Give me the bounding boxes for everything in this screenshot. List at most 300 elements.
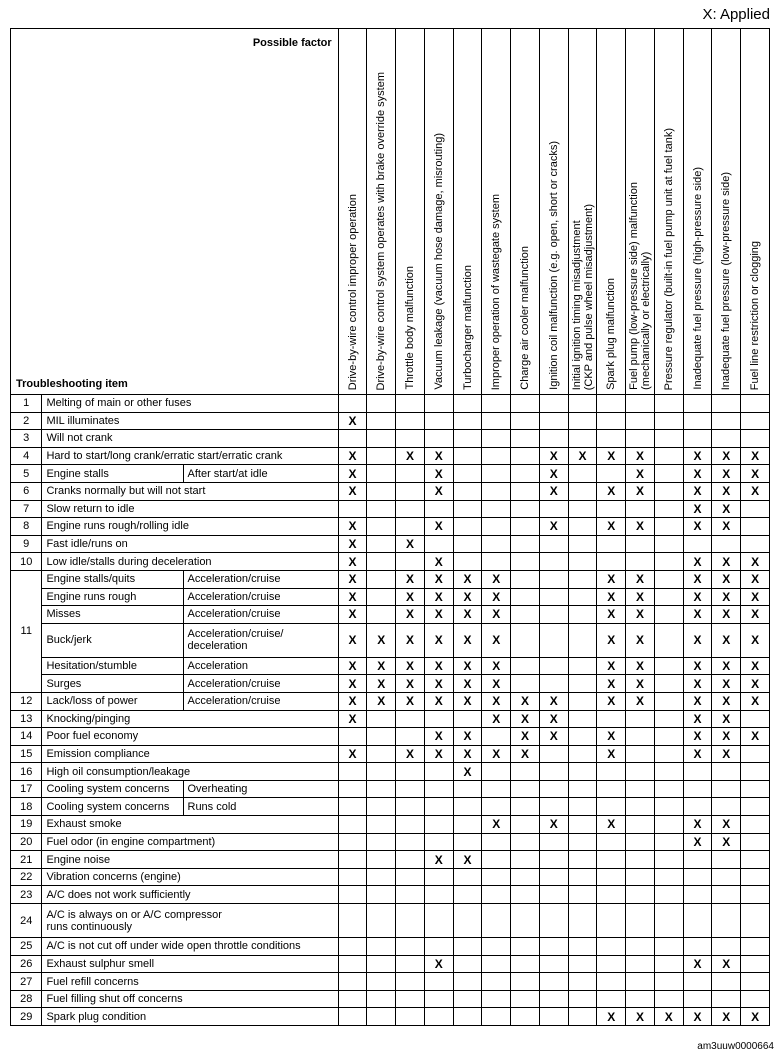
applied-mark bbox=[396, 395, 425, 413]
applied-mark bbox=[453, 412, 482, 430]
applied-mark bbox=[568, 990, 597, 1008]
factor-label: Drive-by-wire control system operates with brake override system bbox=[375, 71, 388, 390]
row-number: 29 bbox=[11, 1008, 42, 1026]
applied-mark: X bbox=[683, 692, 712, 710]
applied-mark bbox=[741, 973, 770, 991]
applied-mark: X bbox=[338, 710, 367, 728]
applied-mark bbox=[539, 745, 568, 763]
table-row bbox=[11, 412, 770, 430]
applied-mark bbox=[482, 990, 511, 1008]
applied-mark bbox=[511, 868, 540, 886]
applied-mark bbox=[626, 553, 655, 571]
applied-mark bbox=[367, 500, 396, 518]
troubleshooting-table bbox=[10, 28, 770, 1026]
applied-mark bbox=[568, 675, 597, 693]
applied-mark: X bbox=[683, 447, 712, 465]
applied-mark bbox=[367, 447, 396, 465]
applied-mark bbox=[539, 1008, 568, 1026]
applied-mark: X bbox=[338, 570, 367, 588]
applied-mark bbox=[568, 728, 597, 746]
applied-mark: X bbox=[453, 763, 482, 781]
applied-mark: X bbox=[338, 657, 367, 675]
applied-mark: X bbox=[338, 692, 367, 710]
row-number: 16 bbox=[11, 763, 42, 781]
applied-mark bbox=[338, 904, 367, 938]
troubleshooting-item: MIL illuminates bbox=[42, 412, 338, 430]
applied-mark: X bbox=[597, 816, 626, 834]
applied-mark bbox=[654, 482, 683, 500]
applied-mark bbox=[741, 868, 770, 886]
applied-mark: X bbox=[482, 692, 511, 710]
applied-mark bbox=[453, 465, 482, 483]
table-row bbox=[11, 816, 770, 834]
applied-mark bbox=[712, 430, 741, 448]
applied-mark bbox=[568, 904, 597, 938]
applied-mark bbox=[482, 886, 511, 904]
condition: Acceleration bbox=[183, 657, 338, 675]
applied-mark bbox=[396, 886, 425, 904]
applied-mark bbox=[741, 886, 770, 904]
troubleshooting-item: Fuel odor (in engine compartment) bbox=[42, 833, 338, 851]
table-row bbox=[11, 745, 770, 763]
row-number: 13 bbox=[11, 710, 42, 728]
applied-mark: X bbox=[453, 657, 482, 675]
applied-mark bbox=[654, 990, 683, 1008]
row-number: 2 bbox=[11, 412, 42, 430]
table-row bbox=[11, 657, 770, 675]
applied-mark bbox=[597, 763, 626, 781]
applied-mark: X bbox=[712, 553, 741, 571]
troubleshooting-item: Vibration concerns (engine) bbox=[42, 868, 338, 886]
applied-mark bbox=[367, 430, 396, 448]
table-row bbox=[11, 990, 770, 1008]
applied-mark bbox=[367, 833, 396, 851]
applied-mark: X bbox=[482, 816, 511, 834]
table-row bbox=[11, 553, 770, 571]
applied-mark bbox=[453, 780, 482, 798]
applied-mark bbox=[597, 465, 626, 483]
applied-mark bbox=[396, 763, 425, 781]
applied-mark: X bbox=[424, 955, 453, 973]
table-row bbox=[11, 692, 770, 710]
factor-label: Charge air cooler malfunction bbox=[519, 246, 532, 390]
applied-mark bbox=[396, 833, 425, 851]
condition: Acceleration/cruise/ deceleration bbox=[183, 623, 338, 657]
applied-mark bbox=[741, 938, 770, 956]
factor-header bbox=[568, 29, 597, 395]
applied-mark bbox=[453, 482, 482, 500]
applied-mark bbox=[424, 780, 453, 798]
applied-mark bbox=[712, 868, 741, 886]
applied-mark bbox=[654, 553, 683, 571]
applied-mark bbox=[741, 430, 770, 448]
factor-label: Turbocharger malfunction bbox=[461, 265, 474, 390]
applied-mark bbox=[626, 430, 655, 448]
applied-mark bbox=[539, 588, 568, 606]
applied-mark bbox=[453, 553, 482, 571]
applied-mark bbox=[338, 1008, 367, 1026]
factor-label: Fuel line restriction or clogging bbox=[749, 240, 762, 390]
applied-mark bbox=[654, 868, 683, 886]
factor-header bbox=[654, 29, 683, 395]
applied-mark: X bbox=[453, 728, 482, 746]
applied-mark: X bbox=[539, 518, 568, 536]
applied-mark bbox=[626, 780, 655, 798]
applied-mark: X bbox=[482, 623, 511, 657]
applied-mark bbox=[712, 886, 741, 904]
applied-mark: X bbox=[338, 745, 367, 763]
applied-mark bbox=[597, 780, 626, 798]
applied-mark bbox=[338, 763, 367, 781]
applied-mark: X bbox=[424, 553, 453, 571]
applied-mark: X bbox=[683, 588, 712, 606]
troubleshooting-item: Engine runs rough/rolling idle bbox=[42, 518, 338, 536]
applied-mark: X bbox=[539, 692, 568, 710]
applied-mark bbox=[539, 412, 568, 430]
applied-mark: X bbox=[367, 675, 396, 693]
applied-mark bbox=[367, 395, 396, 413]
applied-mark bbox=[482, 973, 511, 991]
applied-mark bbox=[539, 553, 568, 571]
applied-mark: X bbox=[367, 692, 396, 710]
troubleshooting-item: Lack/loss of power bbox=[42, 692, 183, 710]
applied-mark bbox=[568, 482, 597, 500]
applied-mark: X bbox=[453, 606, 482, 624]
applied-mark: X bbox=[741, 675, 770, 693]
applied-mark bbox=[683, 412, 712, 430]
applied-mark: X bbox=[741, 465, 770, 483]
applied-mark bbox=[654, 518, 683, 536]
troubleshooting-item: Cranks normally but will not start bbox=[42, 482, 338, 500]
applied-mark bbox=[367, 851, 396, 869]
factor-header bbox=[424, 29, 453, 395]
applied-mark bbox=[424, 535, 453, 553]
applied-mark: X bbox=[453, 588, 482, 606]
applied-mark bbox=[482, 518, 511, 536]
applied-mark bbox=[338, 851, 367, 869]
applied-mark bbox=[683, 868, 712, 886]
applied-mark bbox=[712, 851, 741, 869]
applied-mark bbox=[511, 518, 540, 536]
applied-mark bbox=[539, 955, 568, 973]
applied-mark bbox=[597, 535, 626, 553]
applied-mark bbox=[568, 535, 597, 553]
factor-label: Spark plug malfunction bbox=[605, 278, 618, 390]
applied-mark bbox=[654, 710, 683, 728]
applied-mark bbox=[654, 886, 683, 904]
applied-mark: X bbox=[741, 606, 770, 624]
applied-mark bbox=[741, 763, 770, 781]
applied-mark bbox=[654, 395, 683, 413]
table-row bbox=[11, 1008, 770, 1026]
applied-mark: X bbox=[453, 745, 482, 763]
applied-mark bbox=[424, 500, 453, 518]
applied-mark bbox=[741, 500, 770, 518]
applied-mark bbox=[683, 780, 712, 798]
applied-mark bbox=[741, 798, 770, 816]
applied-mark: X bbox=[741, 570, 770, 588]
applied-mark bbox=[453, 535, 482, 553]
factor-label: Pressure regulator (built-in fuel pump unit at fuel tank) bbox=[662, 127, 675, 390]
applied-mark bbox=[568, 973, 597, 991]
applied-mark bbox=[568, 465, 597, 483]
applied-mark: X bbox=[741, 447, 770, 465]
table-row bbox=[11, 675, 770, 693]
applied-mark bbox=[453, 430, 482, 448]
legend: X: Applied bbox=[702, 6, 770, 23]
applied-mark bbox=[511, 904, 540, 938]
applied-mark bbox=[511, 500, 540, 518]
applied-mark bbox=[482, 1008, 511, 1026]
applied-mark: X bbox=[683, 570, 712, 588]
applied-mark bbox=[626, 763, 655, 781]
applied-mark bbox=[482, 412, 511, 430]
applied-mark bbox=[511, 886, 540, 904]
table-row bbox=[11, 465, 770, 483]
applied-mark bbox=[568, 868, 597, 886]
table-row bbox=[11, 868, 770, 886]
applied-mark bbox=[511, 588, 540, 606]
applied-mark bbox=[654, 955, 683, 973]
applied-mark: X bbox=[539, 482, 568, 500]
applied-mark: X bbox=[424, 657, 453, 675]
applied-mark bbox=[511, 606, 540, 624]
applied-mark bbox=[424, 816, 453, 834]
applied-mark bbox=[597, 851, 626, 869]
factor-header bbox=[597, 29, 626, 395]
applied-mark: X bbox=[683, 710, 712, 728]
applied-mark: X bbox=[597, 518, 626, 536]
applied-mark bbox=[712, 780, 741, 798]
applied-mark bbox=[597, 886, 626, 904]
applied-mark: X bbox=[683, 606, 712, 624]
applied-mark bbox=[511, 412, 540, 430]
troubleshooting-item: Fuel filling shut off concerns bbox=[42, 990, 338, 1008]
applied-mark: X bbox=[712, 955, 741, 973]
troubleshooting-item: Fast idle/runs on bbox=[42, 535, 338, 553]
applied-mark bbox=[654, 763, 683, 781]
applied-mark: X bbox=[683, 745, 712, 763]
applied-mark: X bbox=[741, 588, 770, 606]
applied-mark bbox=[539, 780, 568, 798]
troubleshooting-item: Misses bbox=[42, 606, 183, 624]
table-corner-header bbox=[11, 29, 339, 395]
applied-mark: X bbox=[338, 447, 367, 465]
row-number: 9 bbox=[11, 535, 42, 553]
applied-mark: X bbox=[654, 1008, 683, 1026]
applied-mark bbox=[511, 553, 540, 571]
applied-mark bbox=[597, 553, 626, 571]
troubleshooting-item: Surges bbox=[42, 675, 183, 693]
applied-mark: X bbox=[424, 588, 453, 606]
applied-mark bbox=[396, 412, 425, 430]
applied-mark bbox=[511, 816, 540, 834]
applied-mark bbox=[453, 816, 482, 834]
applied-mark bbox=[741, 955, 770, 973]
factor-label: Initial ignition timing misadjustment (CKP and pulse wheel misadjustment) bbox=[570, 203, 595, 390]
troubleshooting-item: Spark plug condition bbox=[42, 1008, 338, 1026]
factor-header bbox=[396, 29, 425, 395]
row-number: 26 bbox=[11, 955, 42, 973]
applied-mark: X bbox=[597, 588, 626, 606]
applied-mark: X bbox=[482, 570, 511, 588]
applied-mark: X bbox=[367, 657, 396, 675]
applied-mark: X bbox=[597, 1008, 626, 1026]
applied-mark bbox=[626, 710, 655, 728]
applied-mark bbox=[568, 886, 597, 904]
applied-mark: X bbox=[712, 692, 741, 710]
applied-mark bbox=[654, 447, 683, 465]
factor-label: Improper operation of wastegate system bbox=[490, 193, 503, 390]
applied-mark bbox=[396, 710, 425, 728]
applied-mark bbox=[482, 500, 511, 518]
applied-mark bbox=[338, 990, 367, 1008]
applied-mark bbox=[511, 535, 540, 553]
applied-mark bbox=[396, 938, 425, 956]
applied-mark bbox=[683, 851, 712, 869]
applied-mark bbox=[482, 904, 511, 938]
applied-mark bbox=[396, 465, 425, 483]
applied-mark bbox=[511, 938, 540, 956]
applied-mark bbox=[396, 1008, 425, 1026]
applied-mark: X bbox=[741, 553, 770, 571]
applied-mark bbox=[712, 798, 741, 816]
applied-mark: X bbox=[712, 728, 741, 746]
applied-mark: X bbox=[712, 1008, 741, 1026]
applied-mark bbox=[367, 816, 396, 834]
applied-mark bbox=[367, 955, 396, 973]
applied-mark: X bbox=[741, 623, 770, 657]
applied-mark bbox=[712, 938, 741, 956]
table-row bbox=[11, 623, 770, 657]
applied-mark: X bbox=[712, 570, 741, 588]
applied-mark bbox=[338, 973, 367, 991]
applied-mark: X bbox=[482, 606, 511, 624]
applied-mark bbox=[597, 990, 626, 1008]
applied-mark bbox=[654, 798, 683, 816]
applied-mark bbox=[338, 430, 367, 448]
applied-mark bbox=[367, 535, 396, 553]
applied-mark: X bbox=[396, 657, 425, 675]
applied-mark: X bbox=[712, 833, 741, 851]
applied-mark: X bbox=[338, 518, 367, 536]
applied-mark bbox=[367, 412, 396, 430]
applied-mark: X bbox=[511, 728, 540, 746]
applied-mark bbox=[367, 938, 396, 956]
applied-mark bbox=[367, 745, 396, 763]
applied-mark: X bbox=[683, 816, 712, 834]
applied-mark bbox=[482, 395, 511, 413]
applied-mark bbox=[482, 868, 511, 886]
applied-mark bbox=[568, 710, 597, 728]
row-number: 5 bbox=[11, 465, 42, 483]
applied-mark: X bbox=[539, 447, 568, 465]
applied-mark bbox=[338, 728, 367, 746]
row-number: 11 bbox=[11, 570, 42, 692]
applied-mark bbox=[453, 904, 482, 938]
applied-mark bbox=[654, 851, 683, 869]
applied-mark bbox=[683, 904, 712, 938]
applied-mark bbox=[482, 728, 511, 746]
applied-mark bbox=[683, 535, 712, 553]
applied-mark: X bbox=[712, 816, 741, 834]
applied-mark bbox=[539, 623, 568, 657]
applied-mark bbox=[367, 588, 396, 606]
applied-mark bbox=[367, 886, 396, 904]
applied-mark: X bbox=[396, 570, 425, 588]
row-number: 27 bbox=[11, 973, 42, 991]
applied-mark bbox=[338, 938, 367, 956]
applied-mark bbox=[654, 833, 683, 851]
applied-mark: X bbox=[338, 465, 367, 483]
troubleshooting-item: Engine stalls/quits bbox=[42, 570, 183, 588]
table-row bbox=[11, 938, 770, 956]
applied-mark: X bbox=[453, 675, 482, 693]
applied-mark bbox=[712, 535, 741, 553]
applied-mark bbox=[539, 990, 568, 1008]
applied-mark bbox=[597, 412, 626, 430]
applied-mark bbox=[712, 904, 741, 938]
applied-mark bbox=[741, 780, 770, 798]
applied-mark bbox=[453, 710, 482, 728]
factor-label: Fuel pump (low-pressure side) malfunction (mechanically or electrically) bbox=[628, 182, 653, 390]
applied-mark bbox=[626, 395, 655, 413]
applied-mark bbox=[654, 938, 683, 956]
applied-mark bbox=[367, 868, 396, 886]
applied-mark bbox=[539, 904, 568, 938]
applied-mark: X bbox=[424, 728, 453, 746]
applied-mark: X bbox=[482, 588, 511, 606]
applied-mark bbox=[568, 692, 597, 710]
applied-mark bbox=[712, 990, 741, 1008]
troubleshooting-item: Engine noise bbox=[42, 851, 338, 869]
applied-mark: X bbox=[712, 745, 741, 763]
applied-mark bbox=[482, 955, 511, 973]
applied-mark: X bbox=[683, 465, 712, 483]
applied-mark bbox=[654, 535, 683, 553]
applied-mark bbox=[626, 745, 655, 763]
applied-mark: X bbox=[597, 570, 626, 588]
table-row bbox=[11, 535, 770, 553]
applied-mark: X bbox=[597, 623, 626, 657]
applied-mark: X bbox=[683, 553, 712, 571]
applied-mark bbox=[568, 588, 597, 606]
applied-mark bbox=[367, 553, 396, 571]
row-number: 4 bbox=[11, 447, 42, 465]
applied-mark bbox=[539, 798, 568, 816]
applied-mark bbox=[741, 535, 770, 553]
applied-mark: X bbox=[338, 482, 367, 500]
applied-mark bbox=[511, 990, 540, 1008]
applied-mark bbox=[626, 990, 655, 1008]
applied-mark bbox=[367, 780, 396, 798]
applied-mark bbox=[568, 657, 597, 675]
applied-mark: X bbox=[424, 447, 453, 465]
applied-mark: X bbox=[511, 745, 540, 763]
applied-mark bbox=[338, 395, 367, 413]
applied-mark bbox=[654, 588, 683, 606]
possible-factor-label: Possible factor bbox=[252, 37, 332, 49]
condition: Acceleration/cruise bbox=[183, 675, 338, 693]
applied-mark bbox=[482, 482, 511, 500]
applied-mark bbox=[741, 833, 770, 851]
applied-mark bbox=[597, 833, 626, 851]
applied-mark: X bbox=[683, 1008, 712, 1026]
applied-mark bbox=[453, 886, 482, 904]
applied-mark bbox=[511, 973, 540, 991]
applied-mark bbox=[568, 395, 597, 413]
applied-mark: X bbox=[683, 623, 712, 657]
